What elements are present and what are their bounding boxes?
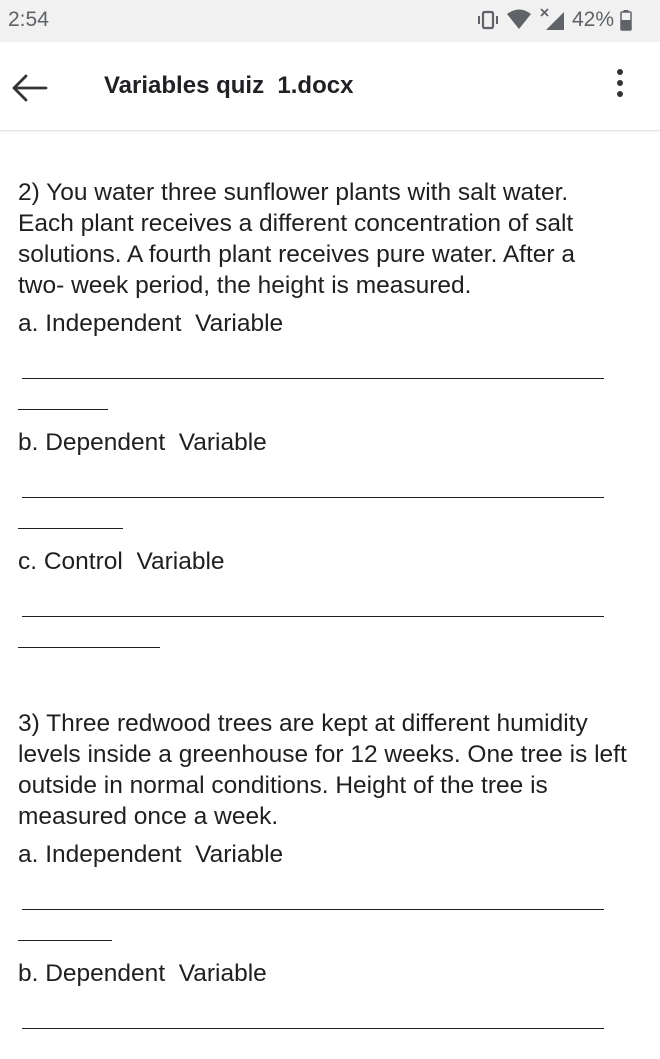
q3-dependent-variable-label: b. Dependent Variable <box>18 960 267 987</box>
status-time: 2:54 <box>8 8 49 31</box>
battery-icon <box>620 9 632 31</box>
q2-dependent-variable-label: b. Dependent Variable <box>18 429 267 456</box>
q3-independent-variable-label: a. Independent Variable <box>18 841 284 868</box>
q3-answer-blank-a <box>18 870 628 940</box>
back-arrow-icon[interactable] <box>10 70 50 106</box>
more-vert-icon[interactable] <box>614 66 626 106</box>
q2-answer-blank-b <box>18 458 628 528</box>
q2-control-variable-label: c. Control Variable <box>18 548 225 575</box>
battery-percent: 42% <box>571 8 614 31</box>
q2-answer-blank-c <box>18 577 628 647</box>
status-icons <box>476 8 632 32</box>
document-title: Variables quiz 1.docx <box>104 72 354 99</box>
app-bar <box>0 42 660 131</box>
status-bar <box>0 0 660 42</box>
question-2-text: 2) You water three sunflower plants with salt water. Each plant receives a different concentration of salt solutions. A fourth plant receives pure water. After a two- week period, the height is measured. <box>18 179 576 299</box>
document-content <box>18 177 628 1059</box>
question-3-text: 3) Three redwood trees are kept at different humidity levels inside a greenhouse for 12 weeks. One tree is left outside in normal conditions. Height of the tree is measured once a week. <box>18 710 627 830</box>
vibrate-icon <box>476 9 500 31</box>
q3-answer-blank-b <box>18 989 628 1059</box>
wifi-icon <box>506 9 532 31</box>
q2-answer-blank-a <box>18 339 628 409</box>
no-signal-icon <box>538 8 566 32</box>
q2-independent-variable-label: a. Independent Variable <box>18 310 284 337</box>
